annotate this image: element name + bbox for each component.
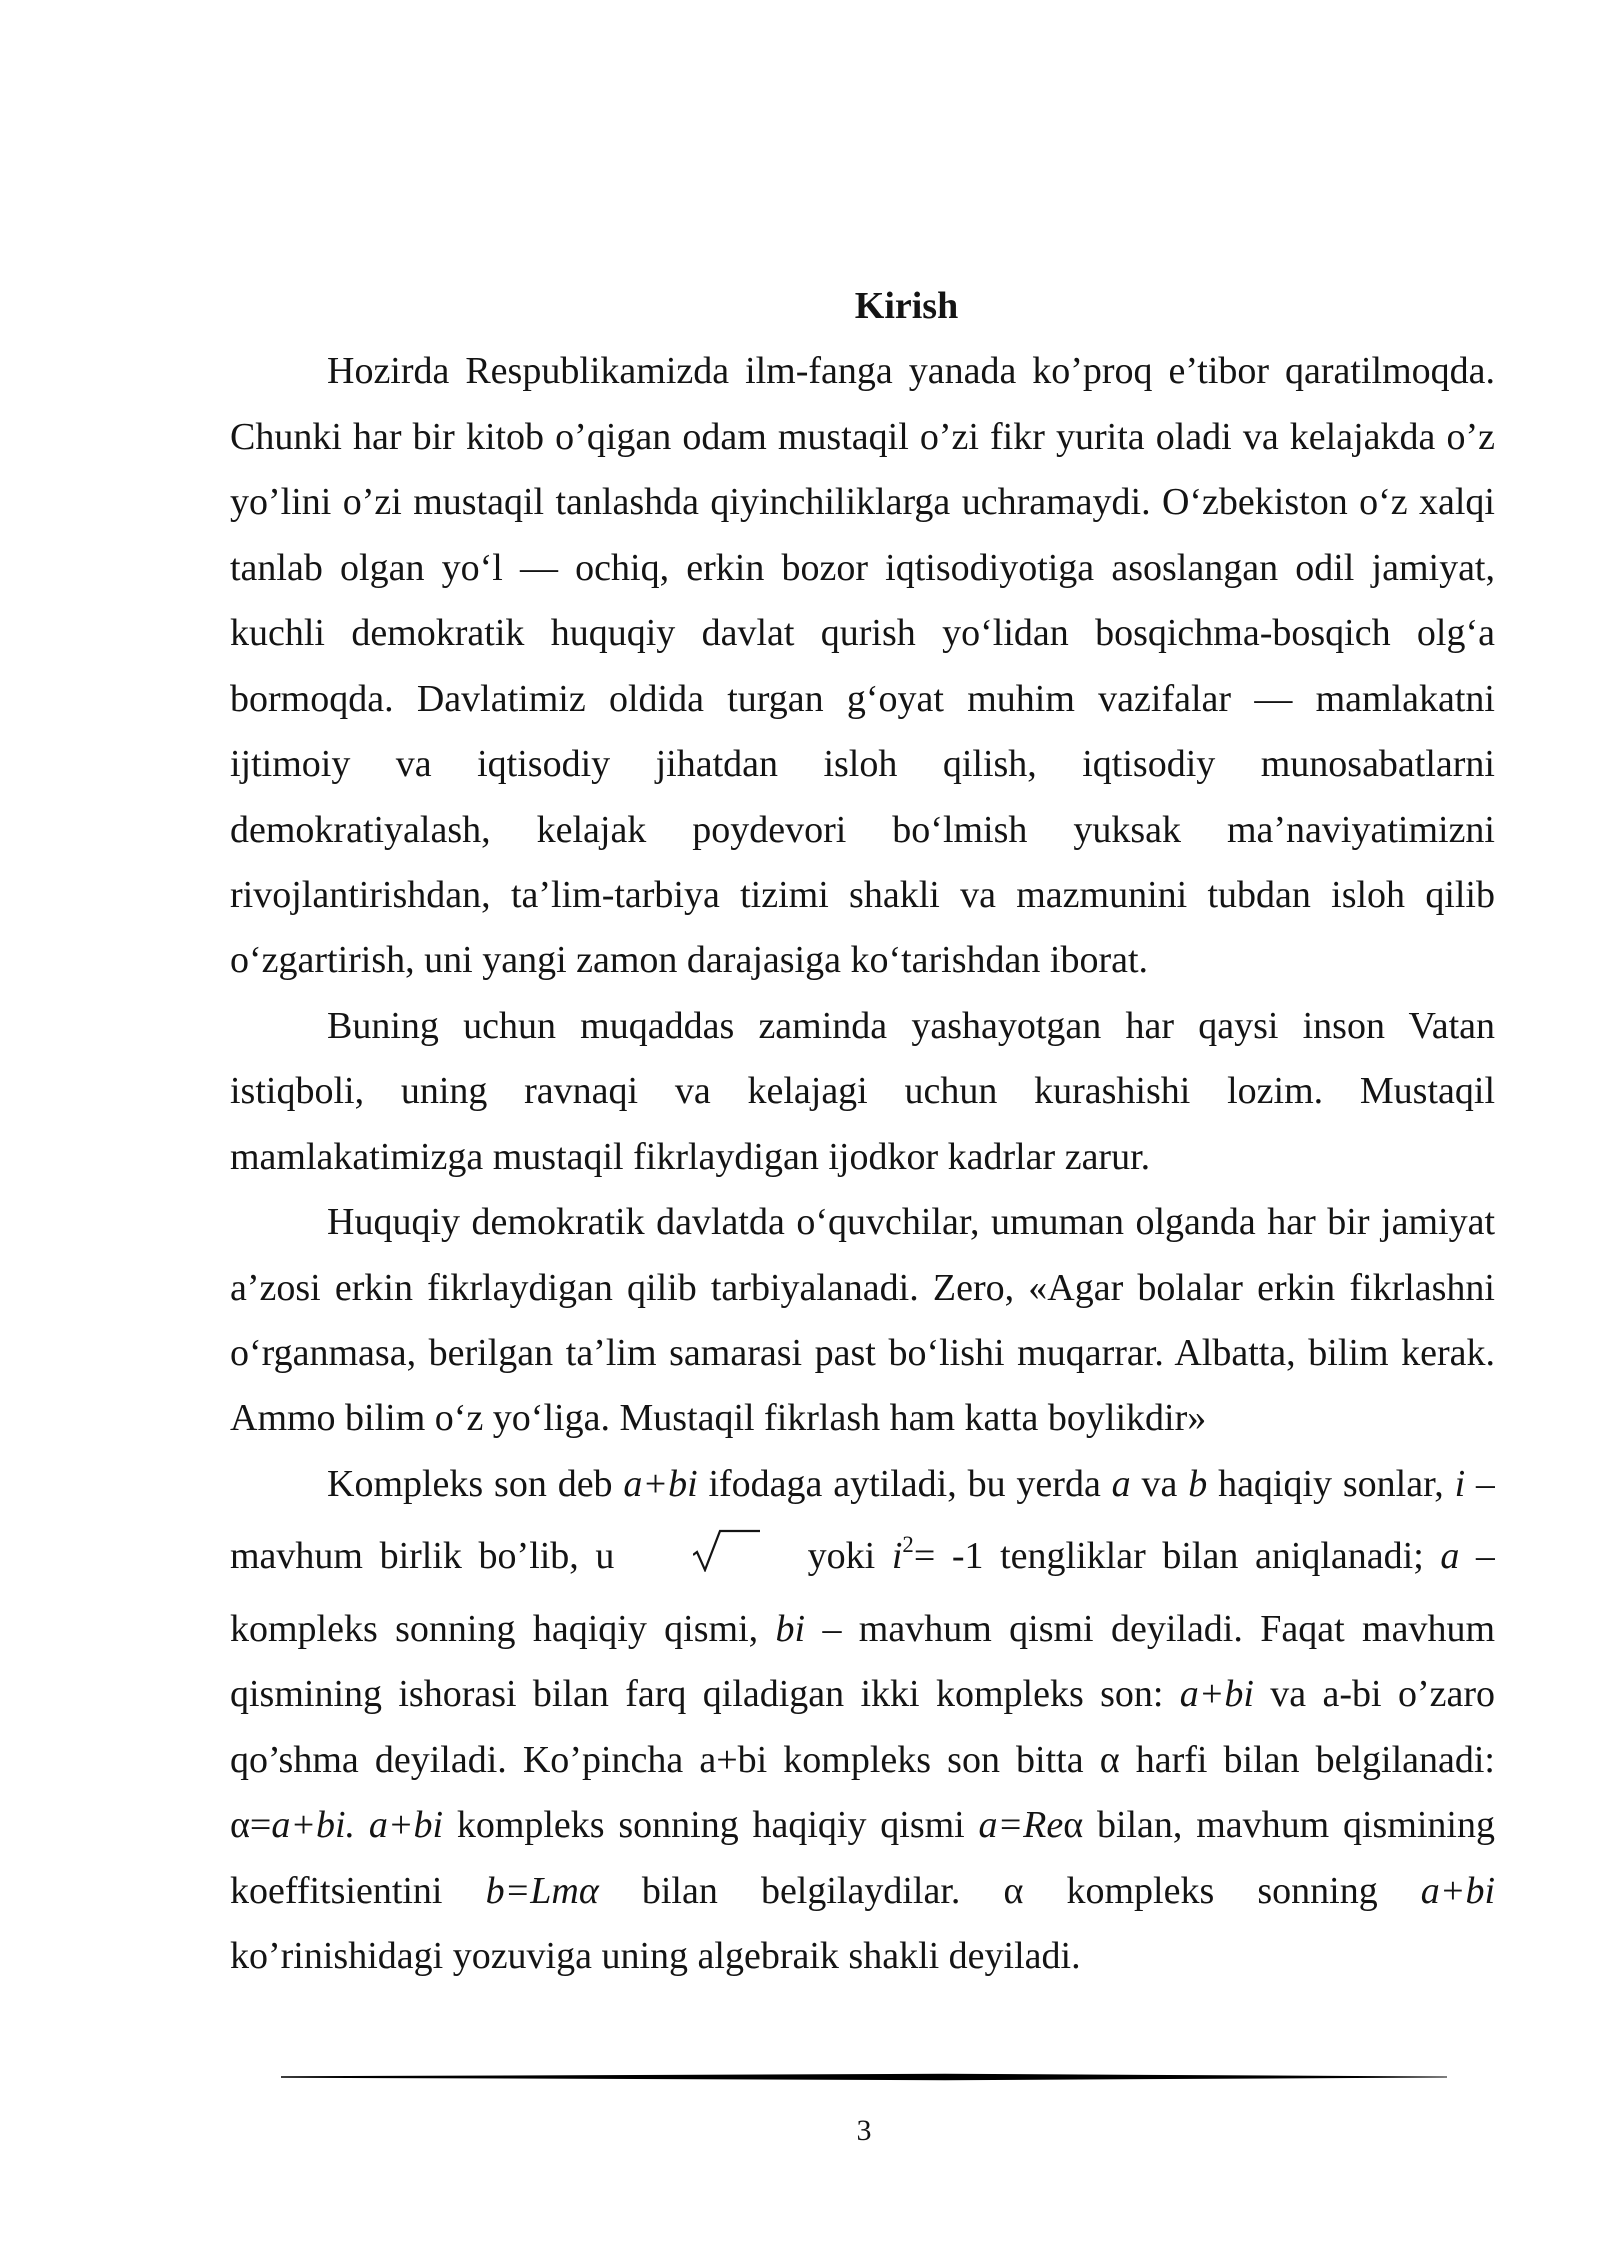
text-run: mavhum birlik bo’lib, u [230, 1535, 632, 1578]
text-run: Kompleks son deb [327, 1462, 624, 1505]
math-expression: b=Lmα [485, 1869, 599, 1912]
text-line [230, 601, 1495, 666]
text-line [230, 1517, 1495, 1596]
text-run: yo’lini o’zi mustaqil tanlashda qiyinchiliklarga uchramaydi. O‘zbekiston o‘z xalqi [230, 481, 1495, 524]
math-expression: a+bi. a+bi [271, 1804, 444, 1847]
paragraph [230, 994, 1495, 1190]
text-line [230, 405, 1495, 470]
text-run: ifodaga aytiladi, bu yerda [697, 1462, 1112, 1505]
text-line [230, 1793, 1495, 1858]
footer-rule [281, 2070, 1447, 2084]
math-expression: i [891, 1535, 903, 1578]
text-run: haqiqiy sonlar, [1207, 1462, 1455, 1505]
text-line [230, 667, 1495, 732]
text-line [230, 536, 1495, 601]
text-line [230, 732, 1495, 797]
text-run: o‘zgartirish, uni yangi zamon darajasiga ko‘tarishdan iborat. [230, 939, 1149, 982]
paragraph [230, 1452, 1495, 1990]
math-expression: b [1188, 1462, 1208, 1505]
text-line [230, 1125, 1495, 1190]
text-run: va a-bi o’zaro [1253, 1673, 1495, 1716]
text-line [230, 1597, 1495, 1662]
text-run: a’zosi erkin fikrlaydigan qilib tarbiyalanadi. Zero, «Agar bolalar erkin fikrlashni [230, 1266, 1495, 1309]
text-line [230, 1452, 1495, 1517]
math-expression: a [1440, 1535, 1460, 1578]
text-line [230, 863, 1495, 928]
text-line [230, 1256, 1495, 1321]
text-run: kompleks sonning haqiqiy qismi [443, 1804, 979, 1847]
text-run: tanlab olgan yo‘l — ochiq, erkin bozor iqtisodiyotiga asoslangan odil jamiyat, [230, 546, 1495, 589]
page-number: 3 [856, 2114, 872, 2147]
text-line [230, 470, 1495, 535]
text-line [230, 1728, 1495, 1793]
text-run: Buning uchun muqaddas zaminda yashayotgan har qaysi inson Vatan [327, 1004, 1495, 1047]
text-run: ijtimoiy va iqtisodiy jihatdan isloh qilish, iqtisodiy munosabatlarni [230, 743, 1495, 786]
text-line [230, 928, 1495, 993]
radical-sign-icon [631, 1528, 791, 1572]
text-line [230, 798, 1495, 863]
text-run: mamlakatimizga mustaqil fikrlaydigan ijodkor kadrlar zarur. [230, 1135, 1151, 1178]
text-run: o‘rganmasa, berilgan ta’lim samarasi past bo‘lishi muqarrar. Albatta, bilim kerak. [230, 1332, 1495, 1374]
superscript: 2 [902, 1532, 914, 1558]
math-expression: bi [775, 1607, 806, 1650]
text-run: va [1130, 1462, 1189, 1505]
text-line [230, 1321, 1495, 1386]
text-run: – [1459, 1535, 1495, 1578]
text-run: Ammo bilim o‘z yo‘liga. Mustaqil fikrlash ham katta boylikdir» [230, 1397, 1207, 1440]
text-run: bilan belgilaydilar. α kompleks sonning [598, 1869, 1421, 1912]
text-run: α bilan, mavhum qismining [1063, 1804, 1495, 1847]
text-run: koeffitsientini [230, 1869, 486, 1912]
math-expression: i [1454, 1462, 1466, 1505]
text-line [230, 1059, 1495, 1124]
math-expression: a+bi [623, 1462, 698, 1505]
text-run: qismining ishorasi bilan farq qiladigan ikki kompleks son: [230, 1673, 1180, 1716]
text-run: yoki [791, 1535, 892, 1578]
text-run: = -1 tengliklar bilan aniqlanadi; [913, 1535, 1441, 1578]
text-run: demokratiyalash, kelajak poydevori bo‘lmish yuksak ma’naviyatimizni [230, 808, 1495, 851]
math-expression: a [1111, 1462, 1131, 1505]
text-run: Chunki har bir kitob o’qigan odam mustaqil o’zi fikr yurita oladi va kelajakda o’z [230, 415, 1495, 458]
math-expression: a+bi [1420, 1869, 1495, 1912]
text-run: rivojlantirishdan, ta’lim-tarbiya tizimi shakli va mazmunini tubdan isloh qilib [230, 873, 1495, 916]
text-line [230, 1662, 1495, 1727]
text-line [230, 994, 1495, 1059]
text-run: – [1465, 1462, 1495, 1505]
section-heading: Kirish [854, 285, 959, 327]
text-run: kompleks sonning haqiqiy qismi, [230, 1607, 776, 1650]
text-run: qo’shma deyiladi. Ko’pincha a+bi kompleks son bitta α harfi bilan belgilanadi: [230, 1738, 1495, 1781]
paragraph [230, 1190, 1495, 1452]
text-run: ko’rinishidagi yozuviga uning algebraik shakli deyiladi. [230, 1934, 1081, 1977]
math-expression: a+bi [1179, 1673, 1254, 1716]
paragraph [230, 339, 1495, 993]
math-expression: a=Re [978, 1804, 1064, 1847]
text-run: α= [230, 1804, 272, 1847]
text-line [230, 1924, 1495, 1989]
text-line [230, 1190, 1495, 1255]
text-run: kuchli demokratik huquqiy davlat qurish yo‘lidan bosqichma-bosqich olg‘a [230, 612, 1495, 655]
page-body [230, 274, 1495, 1989]
text-run: Hozirda Respublikamizda ilm-fanga yanada ko’proq e’tibor qaratilmoqda. [327, 350, 1495, 393]
text-run: – mavhum qismi deyiladi. Faqat mavhum [805, 1607, 1495, 1650]
text-run: istiqboli, uning ravnaqi va kelajagi uchun kurashishi lozim. Mustaqil [230, 1070, 1495, 1113]
text-run: bormoqda. Davlatimiz oldida turgan g‘oyat muhim vazifalar — mamlakatni [230, 677, 1495, 720]
text-line [230, 1386, 1495, 1451]
text-line [230, 1859, 1495, 1924]
body-text [230, 339, 1495, 1989]
text-line [230, 339, 1495, 404]
text-run: Huquqiy demokratik davlatda o‘quvchilar, umuman olganda har bir jamiyat [327, 1201, 1495, 1244]
